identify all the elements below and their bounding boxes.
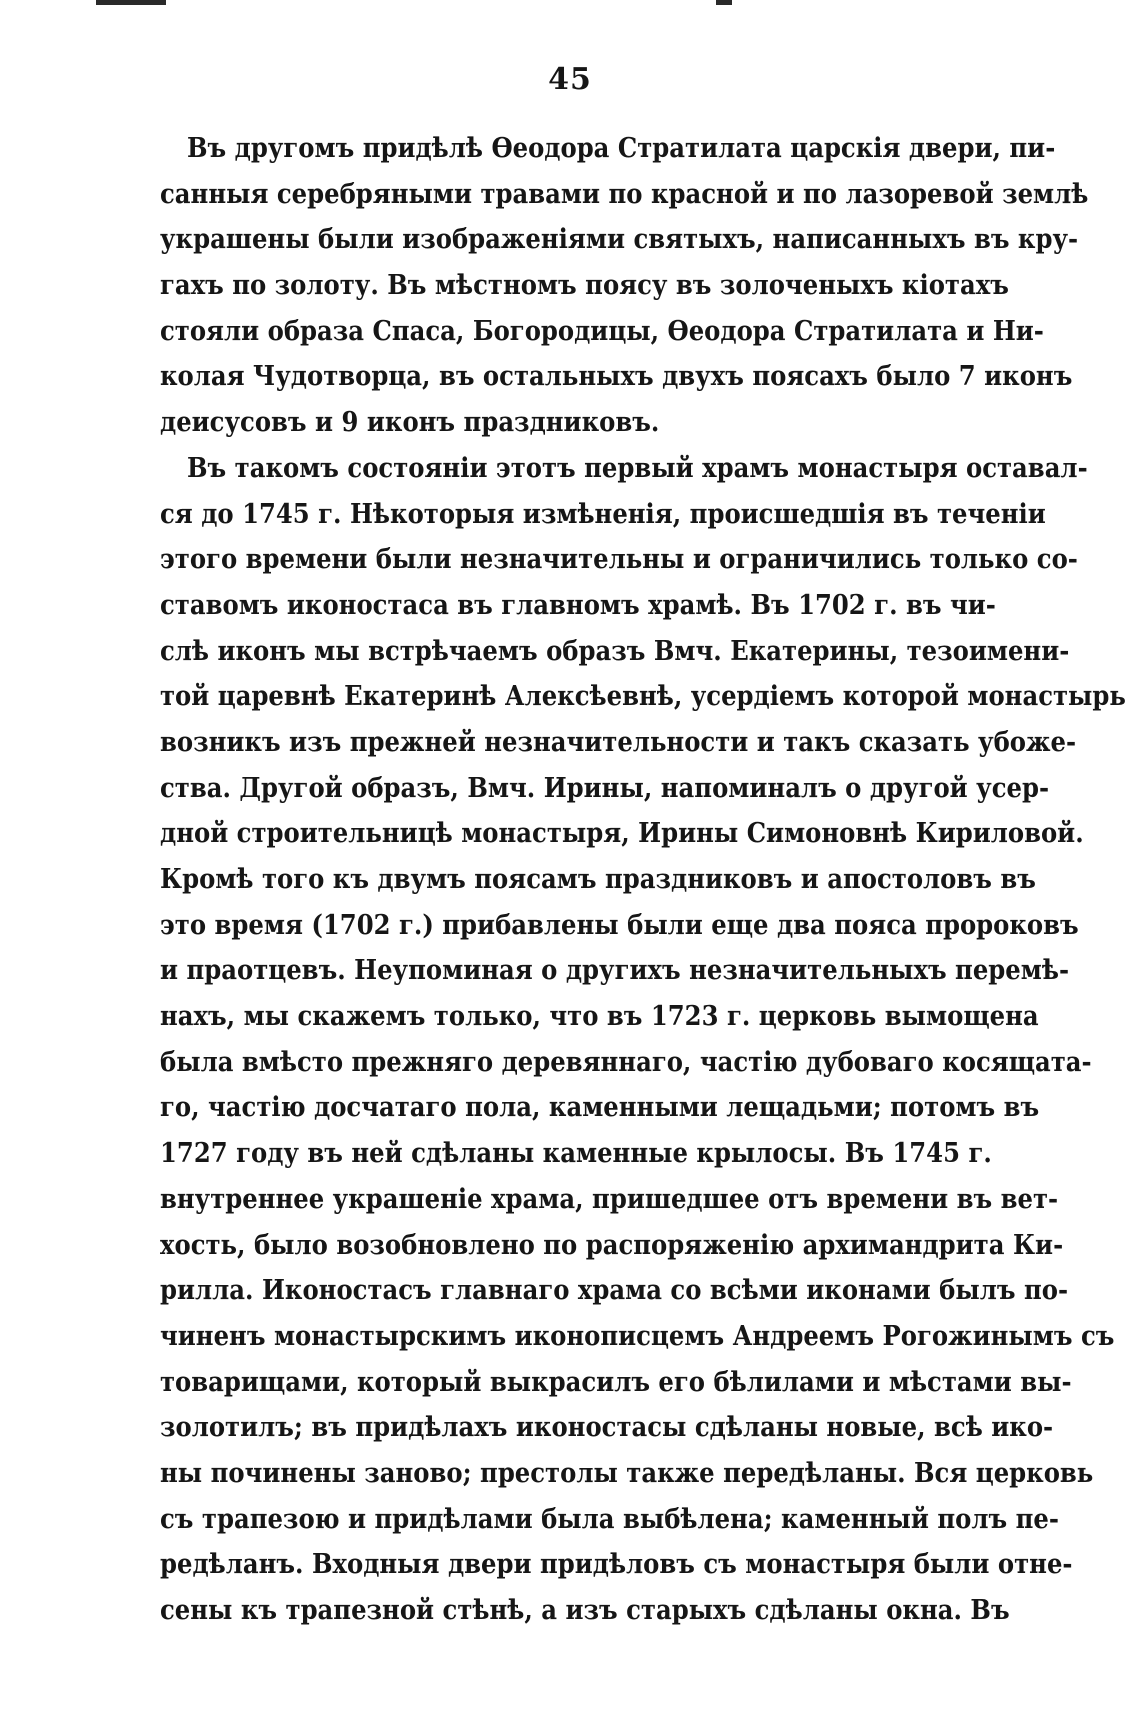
text-line: Въ другомъ придѣлѣ Ѳеодора Стратилата царскія двери, пи- — [187, 133, 1056, 164]
text-line: слѣ иконъ мы встрѣчаемъ образъ Вмч. Екатерины, тезоимени- — [160, 635, 1070, 667]
text-line: сены къ трапезной стѣнѣ, а изъ старыхъ сдѣланы окна. Въ — [160, 1595, 1010, 1626]
text-line: редѣланъ. Входныя двери придѣловъ съ монастыря были отне- — [160, 1549, 1073, 1581]
scan-edge-mark — [96, 0, 166, 5]
text-line: 1727 году въ ней сдѣланы каменные крылосы. Въ 1745 г. — [160, 1138, 992, 1170]
paragraph-1 — [160, 126, 1089, 446]
text-line: деисусовъ и 9 иконъ праздниковъ. — [160, 407, 660, 439]
text-line: Кромѣ того къ двумъ поясамъ праздниковъ и апостоловъ въ — [160, 864, 1036, 895]
text-line: колая Чудотворца, въ остальныхъ двухъ поясахъ было 7 иконъ — [160, 361, 1073, 393]
text-line: внутреннее украшеніе храма, пришедшее отъ времени въ вет- — [160, 1183, 1059, 1215]
text-line: нахъ, мы скажемъ только, что въ 1723 г. церковь вымощена — [160, 1001, 1039, 1033]
text-line: возникъ изъ прежней незначительности и такъ сказать убоже- — [160, 726, 1077, 758]
text-line: это время (1702 г.) прибавлены были еще два пояса пророковъ — [160, 909, 1079, 941]
text-line: ства. Другой образъ, Вмч. Ирины, напоминалъ о другой усер- — [160, 772, 1050, 804]
paragraph-2 — [160, 446, 1126, 1634]
text-line: ся до 1745 г. Нѣкоторыя измѣненія, происшедшія въ теченіи — [160, 498, 1046, 530]
text-line: гахъ по золоту. Въ мѣстномъ поясу въ золоченыхъ кіотахъ — [160, 270, 1009, 302]
text-line: дной строительницѣ монастыря, Ирины Симоновнѣ Кириловой. — [160, 818, 1084, 850]
body-text — [160, 126, 1126, 1634]
text-line: хость, было возобновлено по распоряженію архимандрита Ки- — [160, 1229, 1064, 1261]
text-line: и праотцевъ. Неупоминая о другихъ незначительныхъ перемѣ- — [160, 955, 1070, 987]
text-line: была вмѣсто прежняго деревяннаго, частію дубоваго косящата- — [160, 1046, 1092, 1078]
text-line: Въ такомъ состояніи этотъ первый храмъ монастыря оставал- — [187, 452, 1088, 484]
text-line: рилла. Иконостасъ главнаго храма со всѣми иконами былъ по- — [160, 1275, 1069, 1307]
text-line: съ трапезою и придѣлами была выбѣлена; каменный полъ пе- — [160, 1503, 1059, 1535]
page-number: 45 — [548, 62, 592, 97]
text-line: золотилъ; въ придѣлахъ иконостасы сдѣланы новые, всѣ ико- — [160, 1412, 1054, 1444]
text-line: этого времени были незначительны и ограничились только со- — [160, 544, 1078, 576]
text-line: ны починены заново; престолы также передѣланы. Вся церковь — [160, 1457, 1094, 1489]
text-line: той царевнѣ Екатеринѣ Алексѣевнѣ, усердіемъ которой монастырь — [160, 681, 1126, 713]
text-line: стояли образа Спаса, Богородицы, Ѳеодора Стратилата и Ни- — [160, 315, 1044, 347]
text-line: го, частію досчатаго пола, каменными лещадьми; потомъ въ — [160, 1092, 1040, 1124]
text-line: санныя серебряными травами по красной и по лазоревой землѣ — [160, 178, 1089, 210]
text-line: ставомъ иконостаса въ главномъ храмѣ. Въ 1702 г. въ чи- — [160, 589, 996, 621]
text-line: товарищами, который выкрасилъ его бѣлилами и мѣстами вы- — [160, 1366, 1072, 1398]
scan-edge-mark — [716, 0, 732, 5]
text-line: украшены были изображеніями святыхъ, написанныхъ въ кру- — [160, 224, 1079, 256]
text-line: чиненъ монастырскимъ иконописцемъ Андреемъ Рогожинымъ съ — [160, 1320, 1115, 1352]
